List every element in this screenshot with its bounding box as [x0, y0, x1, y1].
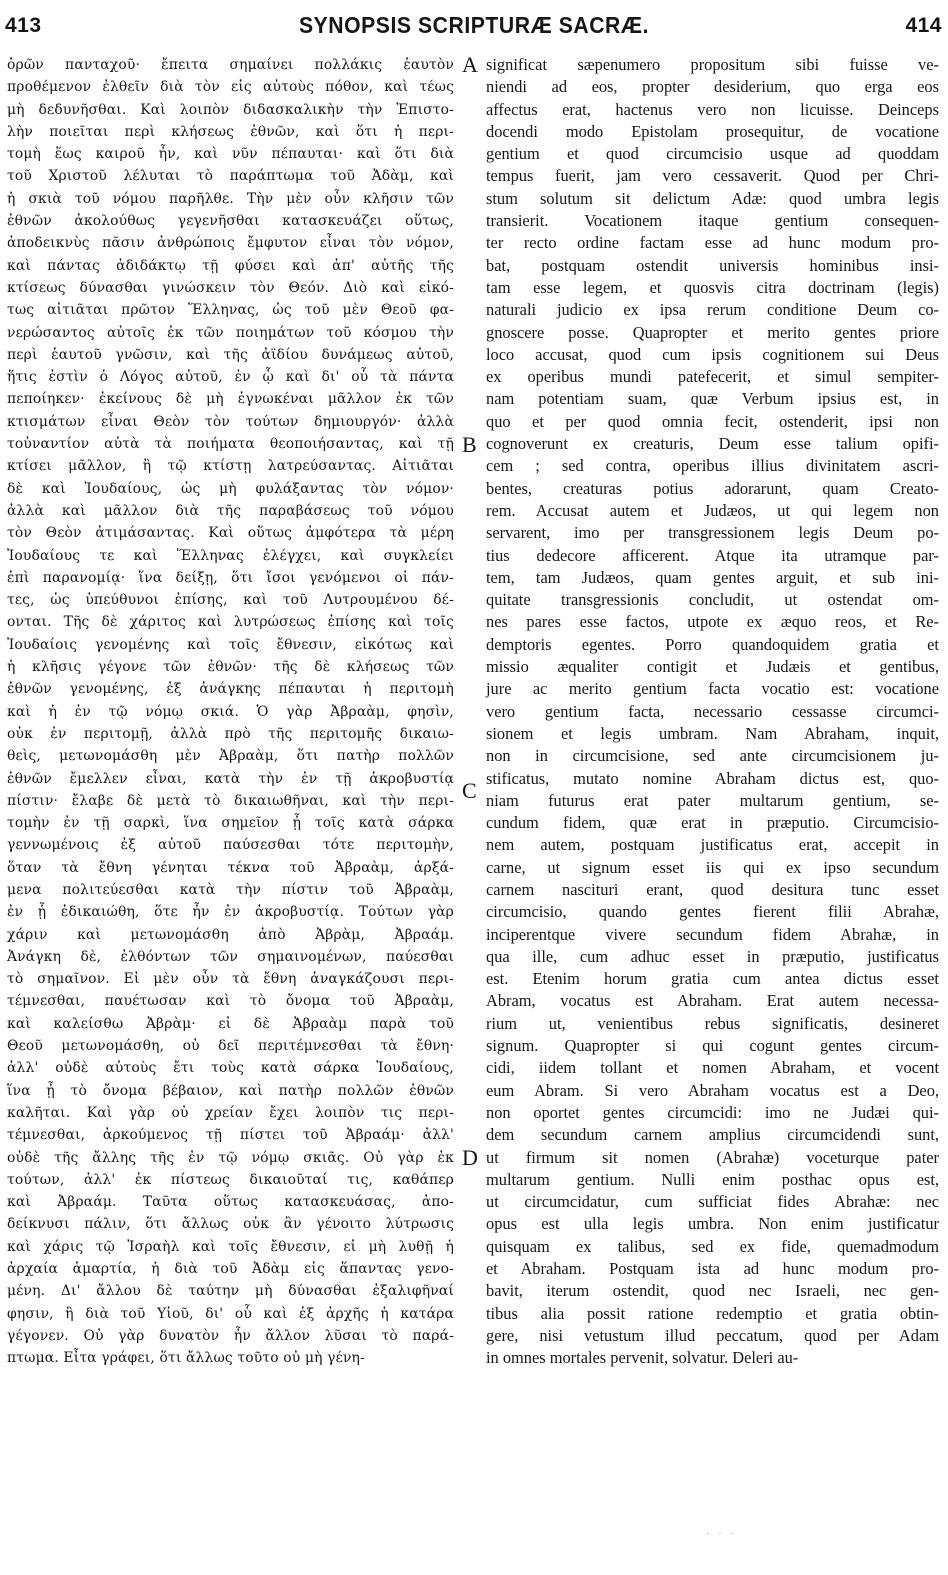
greek-text-line: μενα πολιτεύεσθαι κατὰ τὴν πίστιν τοῦ Ἀβραὰμ, — [7, 881, 454, 898]
latin-text-line: qua ille, cum adhuc esset in præputio, justificatus — [486, 946, 939, 966]
latin-text-line: tius dedecore afficerent. Atque ita utramque par- — [486, 545, 939, 565]
greek-text-line: μένη. Δι' ἄλλου δὲ ταύτην μὴ δύνασθαι ἐξαλιφῆναί — [7, 1283, 454, 1300]
latin-text-line: sionem et legis umbram. Nam Abraham, inquit, — [486, 723, 939, 743]
latin-text-line: quitate transgressionis concludit, ut ostendat om- — [486, 590, 939, 610]
greek-text-line: τέμνεσθαι, ἀρκούμενος τῇ πίστει τοῦ Ἀβραάμ· ἀλλ' — [7, 1127, 454, 1144]
greek-text-line: τὸν Θεὸν ἀτιμάσαντας. Καὶ οὕτως ἀμφότερα τὰ μέρη — [7, 525, 454, 542]
latin-text-line: cognoverunt ex creaturis, Deum esse talium opifi- — [486, 434, 939, 454]
latin-text-line: cundum fidem, quæ erat in præputio. Circumcisio- — [486, 813, 939, 833]
page-number-left: 413 — [5, 14, 42, 37]
latin-text-line: rium ut, venientibus rebus significatis, desineret — [486, 1013, 939, 1033]
latin-text-line: servarent, imo per transgressionem legis Deum po- — [486, 523, 939, 543]
latin-text-line: naturali judicio ex ipsa rerum conditione Deum co- — [486, 300, 939, 320]
margin-letter-c: C — [462, 778, 477, 803]
latin-text-line: non oportet gentes circumcidi: imo ne Judæi qui- — [486, 1102, 939, 1122]
latin-text-line: ut firmum sit nomen (Abrahæ) voceturque pater — [486, 1147, 939, 1167]
latin-text-line: gere, nisi vetustum illud peccatum, quod per Adam — [486, 1325, 939, 1345]
greek-text-line: γέγονεν. Οὐ γὰρ δυνατὸν ἦν ἄλλον λῦσαι τὸ παρά- — [7, 1327, 454, 1344]
greek-text-line: ἵνα ᾖ τὸ ὄνομα βέβαιον, καὶ πατὴρ πολλῶν ἐθνῶν — [7, 1082, 454, 1099]
latin-text-line: in omnes mortales pervenit, solvatur. Deleri au- — [486, 1348, 799, 1368]
margin-letter-b: B — [462, 432, 477, 457]
greek-text-line: τὸ σημαῖνον. Εἰ μὲν οὖν τὰ ἔθνη ἀναγκάζουσι περι- — [7, 971, 454, 988]
greek-text-line: καὶ πάντας ἀδιδάκτῳ τῇ φύσει καὶ ἀπ' αὐτῆς τῆς — [7, 257, 454, 274]
latin-text-line: docendi modo Epistolam prosequitur, de vocatione — [486, 121, 939, 141]
greek-text-line: καὶ ἡ ἐν τῷ νόμῳ σκιά. Ὁ γὰρ Ἀβραὰμ, φησὶν, — [7, 703, 454, 720]
greek-text-line: πίστιν· ἔλαβε δὲ μετὰ τὸ δικαιωθῆναι, καὶ τὴν περι- — [7, 792, 454, 809]
greek-text-line: ἡ σκιὰ τοῦ νόμου παρῆλθε. Τὴν μὲν οὖν κλῆσιν τῶν — [7, 190, 454, 207]
latin-text-line: ex operibus mundi patefecerit, et simul sempiter- — [486, 367, 939, 387]
latin-text-line: bat, postquam ostendit universis hominibus insi- — [486, 255, 939, 275]
latin-text-line: non in circumcisione, sed ante circumcisionem ju- — [486, 746, 939, 766]
greek-text-line: κτίσεως δύνασθαι γινώσκειν τὸν Θεόν. Διὸ καὶ εἰκό- — [7, 279, 454, 296]
latin-text-line: Abram, vocatus est Abraham. Erat autem necessa- — [486, 991, 939, 1011]
greek-text-line: τως αἰτιᾶται πρῶτον Ἕλληνας, ὡς τοῦ μὲν Θεοῦ φα- — [7, 302, 454, 319]
greek-text-line: φησιν, ἢ διὰ τοῦ Υἱοῦ, δι' οὗ καὶ ἐξ ἀρχῆς ἡ κατάρα — [7, 1305, 454, 1322]
greek-text-line: τοὐναντίον αὐτὰ τὰ ποιήματα θεοποιήσαντας, καὶ τῇ — [7, 436, 454, 453]
latin-text-line: tam esse legem, et quosvis citra doctrinam (legis) — [486, 277, 939, 297]
latin-text-line: stum solutum sit delictum Adæ: quod umbra legis — [486, 188, 939, 208]
latin-text-line: carnem nascituri erant, quod desitura tunc esset — [486, 879, 939, 899]
greek-text-line: οὐκ ἐν περιτομῇ, ἀλλὰ πρὸ τῆς περιτομῆς δικαιω- — [7, 725, 454, 742]
greek-text-line: ἐθνῶν ἀκολούθως γεγενῆσθαι κατασκευάζει οὕτως, — [7, 213, 454, 230]
greek-text-line: τοῦ Χριστοῦ λέλυται τὸ παράπτωμα τοῦ Ἀδὰμ, καὶ — [7, 168, 454, 185]
greek-text-line: ὅταν τὰ ἔθνη γένηται τέκνα τοῦ Ἀβραὰμ, ἀρξά- — [7, 859, 454, 876]
greek-text-line: καὶ Ἀβραάμ. Ταῦτα οὕτως κατασκευάσας, ἀπο- — [7, 1194, 454, 1211]
greek-text-line: δείκνυσι πάλιν, ὅτι ἄλλως οὐκ ἂν γένοιτο λύτρωσις — [7, 1216, 454, 1233]
greek-text-line: νερώσαντος αὐτοῖς ἐκ τῶν ποιημάτων τοῦ κόσμου τὴν — [7, 324, 454, 341]
latin-text-line: niam futurus erat pater multarum gentium, se- — [486, 790, 939, 810]
greek-text-line: Ἀνάγκη δὲ, ἐλθόντων τῶν σημαινομένων, παύεσθαι — [7, 948, 454, 965]
greek-text-line: πεποίηκεν· ἐκείνους δὲ μὴ ἐγνωκέναι μᾶλλον ἐκ τῶν — [7, 391, 454, 408]
greek-text-line: ἐπὶ παρανομίᾳ· ἵνα δείξῃ, ὅτι ἴσοι γενόμενοι οἱ πάν- — [7, 569, 454, 586]
greek-text-line: κτίσει μᾶλλον, ἢ τῷ κτίστῃ λατρεύσαντας. Αἰτιᾶται — [7, 458, 454, 475]
greek-text-line: περὶ ἑαυτοῦ γνῶσιν, καὶ τῆς ἀϊδίου δυνάμεως αὐτοῦ, — [7, 346, 454, 363]
latin-text-line: tempus fuerit, jam vero cessaverit. Quod per Chri- — [486, 166, 939, 186]
greek-text-line: τούτων, ἀλλ' ἐκ πίστεως δικαιοῦταί τις, καθάπερ — [7, 1171, 454, 1188]
greek-text-line: ἥτις ἐστὶν ὁ Λόγος αὐτοῦ, ἐν ᾧ καὶ δι' οὗ τὰ πάντα — [7, 369, 454, 386]
greek-text-line: ἡ κλῆσις γέγονε τῶν ἐθνῶν· τῆς δὲ κλήσεως τῶν — [7, 659, 454, 676]
greek-text-line: δὲ καὶ Ἰουδαίους, ὡς μὴ φυλάξαντας τὸν νόμον· — [7, 480, 454, 497]
latin-text-line: tibus alia possit ratione redemptio et gratia obtin- — [486, 1303, 939, 1323]
latin-text-line: eum Abram. Si vero Abraham vocatus est a Deo, — [486, 1080, 939, 1100]
running-title: SYNOPSIS SCRIPTURÆ SACRÆ. — [298, 12, 650, 38]
latin-text-line: ut circumcidatur, cum sufficiat fides Abrahæ: nec — [486, 1192, 939, 1212]
greek-text-line: χάριν καὶ μετωνομάσθη ἀπὸ Ἀβρὰμ, Ἀβραάμ. — [7, 926, 454, 943]
latin-text-line: multarum gentium. Nulli enim posthac opus est, — [486, 1169, 939, 1189]
greek-text-line: γεννωμένοις ἐξ αὐτοῦ παύσεσθαι τότε περιτομὴν, — [7, 837, 454, 854]
latin-text-line: carne, ut signum esset iis qui ex ipso secundum — [486, 857, 939, 877]
greek-text-line: ἐθνῶν γενομένης, ἐξ ἀνάγκης πέπαυται ἡ περιτομὴ — [7, 681, 454, 698]
greek-text-line: ονται. Τῆς δὲ χάριτος καὶ λυτρώσεως ἐπίσης καὶ τοῖς — [7, 614, 454, 631]
running-header — [0, 12, 948, 48]
latin-text-line: et Abraham. Postquam ista ad hunc modum pro- — [486, 1259, 939, 1279]
greek-text-column — [7, 54, 454, 1370]
latin-text-line: missio æqualiter contigit et Judæis et gentibus, — [486, 657, 939, 677]
latin-text-line: nes pares esse factos, utpote ex æquo reos, et Re- — [486, 612, 939, 632]
greek-text-line: ἀλλ' οὐδὲ αὐτοὺς ἔτι τοὺς κατὰ σάρκα Ἰουδαίους, — [7, 1060, 454, 1077]
latin-text-line: quo et per quod omnia fecit, ostenderit, ipsi non — [486, 411, 939, 431]
greek-text-line: λὴν ποιεῖται περὶ κλήσεως ἐθνῶν, καὶ ὅτι ἡ περι- — [7, 123, 454, 140]
latin-text-line: ter recto ordine factam esse ad hunc modum pro- — [486, 233, 939, 253]
greek-text-line: ἐθνῶν ἔμελλεν εἶναι, κατὰ τὴν ἐν τῇ ἀκροβυστίᾳ — [7, 770, 454, 787]
greek-text-line: θεὶς, μετωνομάσθη μὲν Ἀβραὰμ, ὅτι πατὴρ πολλῶν — [7, 748, 454, 765]
greek-text-line: ἀλλὰ καὶ μᾶλλον διὰ τῆς παραβάσεως τοῦ νόμου — [7, 502, 454, 519]
latin-text-line: affectus erat, hactenus vero non licuisse. Deinceps — [486, 99, 939, 119]
margin-letter-a: A — [462, 52, 478, 77]
latin-text-line: est. Etenim horum gratia cum antea dictus esset — [486, 969, 939, 989]
latin-text-line: quisquam ex talibus, sed ex fide, quemadmodum — [486, 1236, 939, 1256]
latin-text-line: tem, tam Judæos, quam gentes arguit, et sub ini- — [486, 567, 939, 587]
greek-text-line: μὴ δεδυνῆσθαι. Καὶ λοιπὸν διδασκαλικὴν τὴν Ἐπιστο- — [7, 101, 454, 118]
greek-text-line: Θεοῦ μετωνομάσθη, οὐ δεῖ περιτέμνεσθαι τὰ ἔθνη· — [7, 1038, 454, 1055]
latin-text-line: gentium et quod circumcisio usque ad quoddam — [486, 144, 939, 164]
latin-text-line: gnoscere posse. Quapropter et merito gentes priore — [486, 322, 939, 342]
greek-text-line: προθέμενον ἐλθεῖν διὰ τὸν εἰς αὐτοὺς πόθον, καὶ τέως — [7, 79, 454, 96]
greek-text-line: ἀποδεικνὺς πᾶσιν ἀνθρώποις ἔμφυτον εἶναι τὸν νόμον, — [7, 235, 454, 252]
greek-text-line: ἐν ᾗ ἐδικαιώθη, ὅτε ἦν ἐν ἀκροβυστίᾳ. Τούτων γὰρ — [7, 904, 454, 921]
page-number-right: 414 — [905, 14, 942, 37]
latin-text-line: loco accusat, quod cum ipsis cognitionem sui Deus — [486, 344, 939, 364]
greek-text-line: καὶ καλείσθω Ἀβρὰμ· εἰ δὲ Ἀβραὰμ παρὰ τοῦ — [7, 1015, 454, 1032]
greek-text-line: Ἰουδαίους τε καὶ Ἕλληνας ἐλέγχει, καὶ συγκλείει — [7, 547, 454, 564]
latin-text-line: vero gentium facta, necessario cessasse circumci- — [486, 701, 939, 721]
greek-text-line: Ἰουδαίοις γενομένης καὶ τοῖς ἔθνεσιν, εἰκότως καὶ — [7, 636, 454, 653]
greek-text-line: οὐδὲ τῆς ἄλλης τῆς ἐν τῷ νόμῳ σκιᾶς. Οὐ γὰρ ἐκ — [7, 1149, 454, 1166]
latin-text-line: transierit. Vocationem itaque gentium consequen- — [486, 211, 939, 231]
latin-text-line: dem secundum carnem amplius circumcidendi sunt, — [486, 1125, 939, 1145]
greek-text-line: κτισμάτων εἶναι Θεὸν τὸν τούτων δημιουργόν· ἀλλὰ — [7, 413, 454, 430]
latin-text-line: jure ac merito gentium facta vocatio est: vocatione — [486, 679, 939, 699]
greek-text-line: ἀρχαία ἁμαρτία, ἡ διὰ τοῦ Ἀδὰμ εἰς ἅπαντας γενο- — [7, 1261, 454, 1278]
latin-text-line: stificatus, mutato nomine Abraham dictus est, quo- — [486, 768, 939, 788]
greek-text-line: τες, ὡς ὑπεύθυνοι ἐπίσης, καὶ τοῦ Λυτρουμένου δέ- — [7, 592, 454, 609]
greek-text-line: τομὴν ἐν τῇ σαρκὶ, ἵνα σημεῖον ᾖ τοῖς κατὰ σάρκα — [7, 815, 454, 832]
greek-text-line: ὁρῶν πανταχοῦ· ἔπειτα σημαίνει πολλάκις ἑαυτὸν — [7, 57, 454, 73]
latin-text-line: nam potentiam suam, quæ Verbum ipsius est, in — [486, 389, 939, 409]
latin-text-line: nem autem, postquam justificatus erat, accepit in — [486, 835, 939, 855]
greek-text-line: πτωμα. Εἶτα γράφει, ὅτι ἄλλως τοῦτο οὐ μὴ γένη- — [7, 1350, 365, 1367]
footer-mark: · · · — [706, 1529, 737, 1540]
latin-text-line: bavit, iterum ostendit, quod nec Israeli, nec gen- — [486, 1281, 939, 1301]
latin-text-line: rem. Accusat autem et Judæos, ut qui legem non — [486, 500, 939, 520]
latin-text-line: signum. Quapropter si qui cogunt gentes circum- — [486, 1036, 939, 1056]
latin-text-line: niendi ad eos, propter desiderium, quo erga eos — [486, 77, 939, 97]
margin-letter-d: D — [462, 1145, 478, 1170]
greek-text-line: καὶ χάρις τῷ Ἰσραὴλ καὶ τοῖς ἔθνεσιν, εἰ μὴ λυθῇ ἡ — [7, 1238, 454, 1255]
greek-text-line: τομὴ ἕως καιροῦ ἦν, καὶ νῦν πέπαυται· καὶ ὅτι διὰ — [7, 146, 454, 163]
latin-text-line: opus est ulla legis umbra. Non enim justificatur — [486, 1214, 939, 1234]
latin-text-line: circumcisio, quando gentes fierent filii Abrahæ, — [486, 902, 939, 922]
latin-text-line: bentes, creaturas potius adorarunt, quam Creato- — [486, 478, 939, 498]
latin-text-line: demptoris egentes. Porro quandoquidem gratia et — [486, 634, 939, 654]
greek-text-line: τέμνεσθαι, παυέτωσαν καὶ τὸ ὄνομα τοῦ Ἀβραὰμ, — [7, 993, 454, 1010]
latin-text-column — [486, 54, 939, 1370]
latin-text-line: cidi, iidem tollant et nomen Abraham, et vocent — [486, 1058, 939, 1078]
latin-text-line: significat sæpenumero propositum sibi fuisse ve- — [486, 55, 939, 74]
greek-text-line: καλῆται. Καὶ γὰρ οὐ χρείαν ἔχει λοιπὸν τις περι- — [7, 1104, 454, 1121]
latin-text-line: cem ; sed contra, operibus illius divinitatem ascri- — [486, 456, 939, 476]
latin-text-line: inciperentque vivere secundum fidem Abrahæ, in — [486, 924, 939, 944]
